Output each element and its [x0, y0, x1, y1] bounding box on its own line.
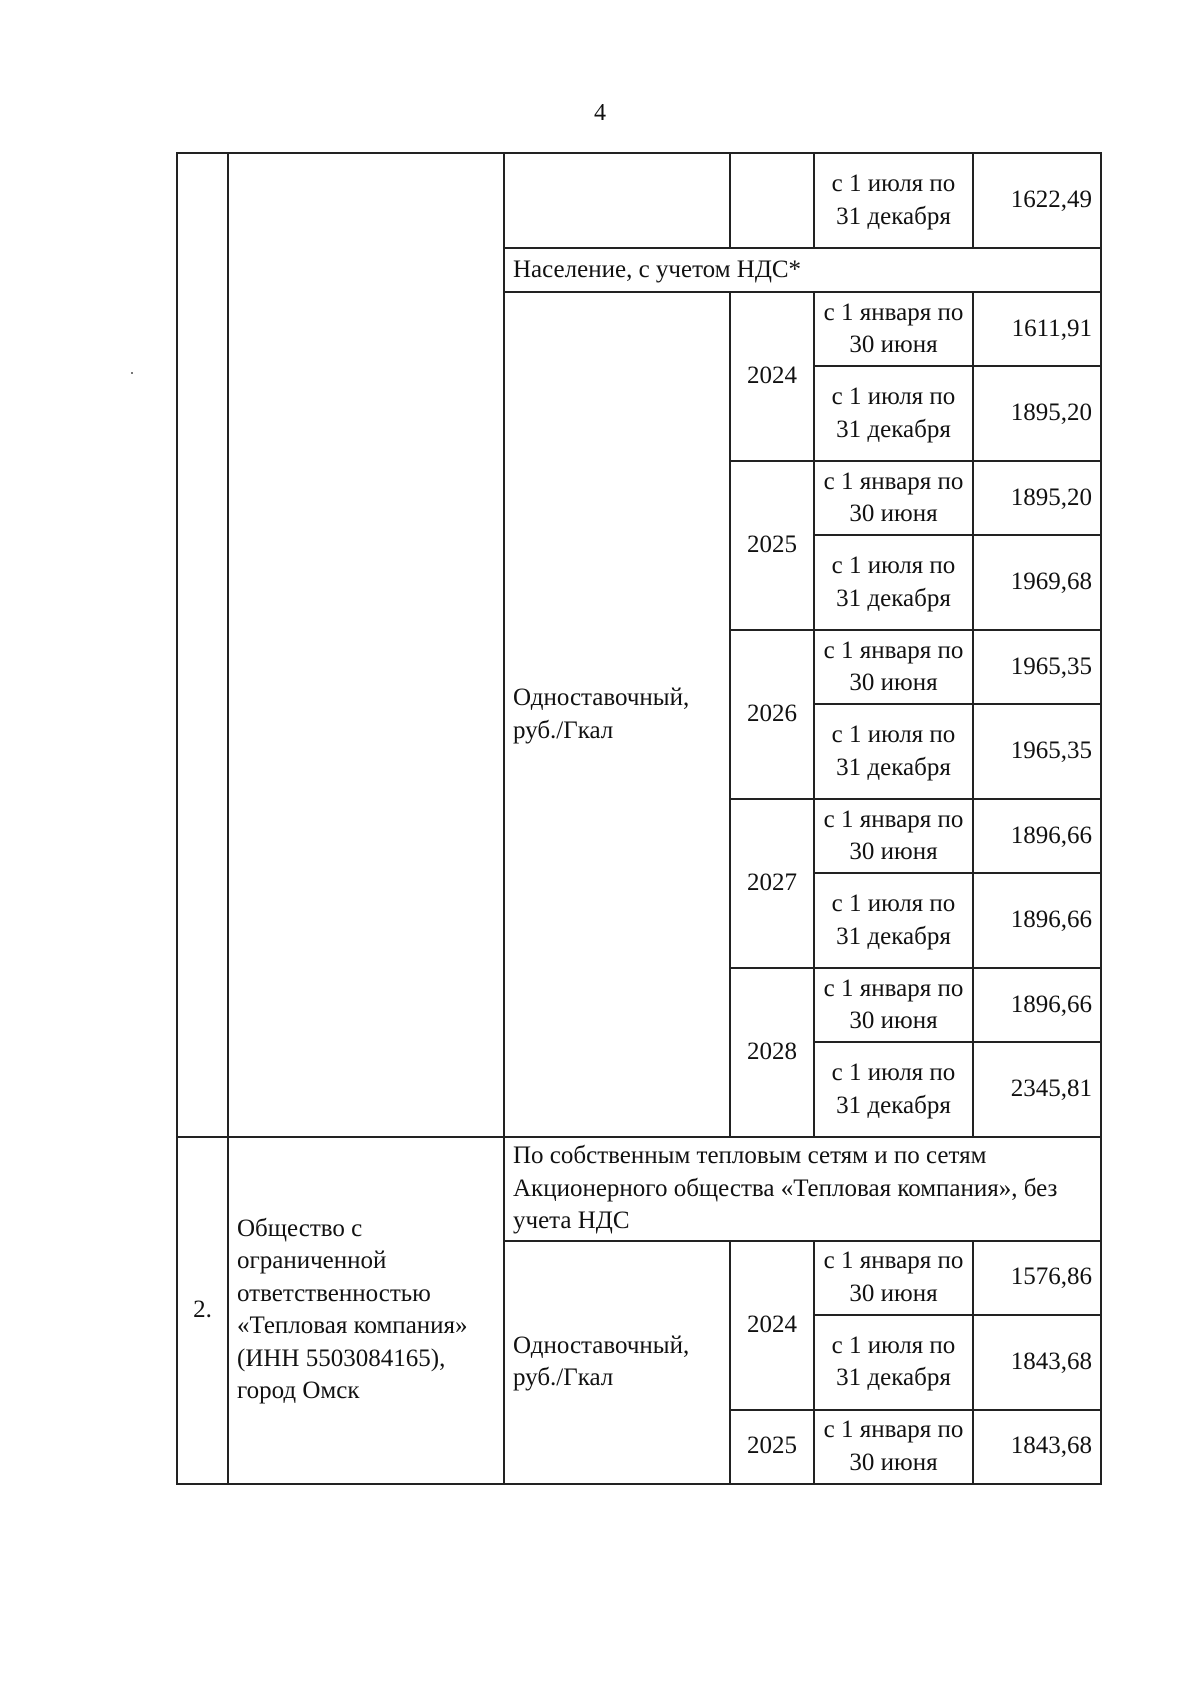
period-cell: с 1 января по 30 июня	[814, 1410, 973, 1484]
tariff-value: 1843,68	[973, 1410, 1101, 1484]
tariff-value: 1843,68	[973, 1315, 1101, 1410]
period-cell: с 1 января по 30 июня	[814, 799, 973, 873]
tariff-value: 1622,49	[973, 153, 1101, 248]
tariff-value: 1969,68	[973, 535, 1101, 630]
period-cell: с 1 января по 30 июня	[814, 630, 973, 704]
table-row	[177, 153, 1101, 248]
table-row	[177, 1137, 1101, 1241]
tariff-value: 1895,20	[973, 366, 1101, 461]
tariff-value: 2345,81	[973, 1042, 1101, 1137]
year-cell: 2024	[730, 1241, 814, 1410]
period-cell: с 1 января по 30 июня	[814, 968, 973, 1042]
rate-type-cell	[504, 153, 730, 248]
year-cell: 2027	[730, 799, 814, 968]
entry-number-cell: 2.	[177, 1137, 228, 1484]
network-header: По собственным тепловым сетям и по сетям Акционерного общества «Тепловая компания», без учета НДС	[504, 1137, 1101, 1241]
period-cell: с 1 июля по 31 декабря	[814, 1042, 973, 1137]
organization-cell: Общество с ограниченной ответственностью «Тепловая компания» (ИНН 5503084165), город Омск	[228, 1137, 504, 1484]
year-cell: 2024	[730, 292, 814, 461]
period-cell: с 1 июля по 31 декабря	[814, 1315, 973, 1410]
year-cell: 2026	[730, 630, 814, 799]
period-cell: с 1 января по 30 июня	[814, 461, 973, 535]
tariff-value: 1896,66	[973, 799, 1101, 873]
period-cell: с 1 июля по 31 декабря	[814, 366, 973, 461]
entry-number-cell	[177, 153, 228, 1137]
scan-speck	[131, 372, 133, 374]
tariff-value: 1576,86	[973, 1241, 1101, 1315]
tariff-value: 1611,91	[973, 292, 1101, 366]
period-cell: с 1 июля по 31 декабря	[814, 704, 973, 799]
period-cell: с 1 января по 30 июня	[814, 292, 973, 366]
period-cell: с 1 июля по 31 декабря	[814, 873, 973, 968]
tariff-table	[176, 152, 1102, 1485]
tariff-value: 1965,35	[973, 704, 1101, 799]
year-cell: 2028	[730, 968, 814, 1137]
page-number: 4	[594, 100, 606, 126]
rate-type-cell: Одноставочный, руб./Гкал	[504, 1241, 730, 1484]
organization-cell	[228, 153, 504, 1137]
tariff-value: 1896,66	[973, 968, 1101, 1042]
tariff-value: 1895,20	[973, 461, 1101, 535]
year-cell: 2025	[730, 1410, 814, 1484]
population-header: Население, с учетом НДС*	[504, 248, 1101, 292]
tariff-value: 1896,66	[973, 873, 1101, 968]
year-cell: 2025	[730, 461, 814, 630]
period-cell: с 1 июля по 31 декабря	[814, 153, 973, 248]
period-cell: с 1 июля по 31 декабря	[814, 535, 973, 630]
rate-type-cell: Одноставочный, руб./Гкал	[504, 292, 730, 1137]
tariff-value: 1965,35	[973, 630, 1101, 704]
period-cell: с 1 января по 30 июня	[814, 1241, 973, 1315]
year-cell	[730, 153, 814, 248]
